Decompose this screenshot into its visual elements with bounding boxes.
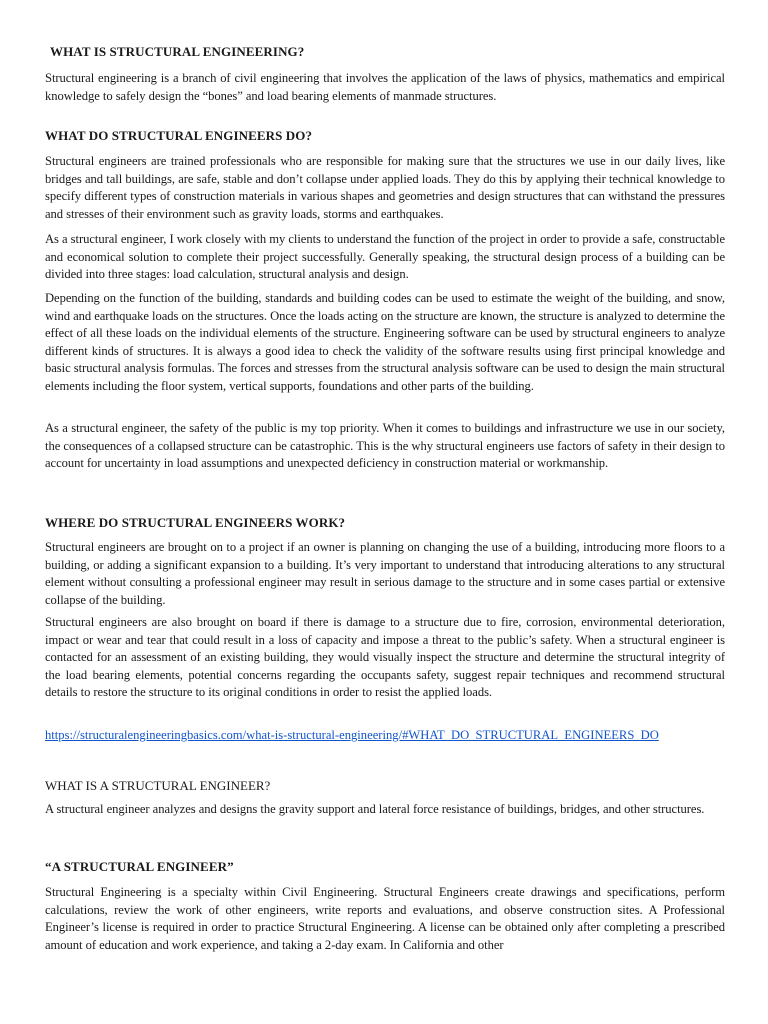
section-heading: “A STRUCTURAL ENGINEER” [45,859,234,874]
section-heading: WHAT IS A STRUCTURAL ENGINEER? [45,778,271,793]
paragraph: As a structural engineer, the safety of the public is my top priority. When it comes to buildings and infrastructure we use in our society, the consequences of a collapsed structure can be catastrophic. This is the why structural engineers use factors of safety in their design to account for uncertainty in load assumptions and unexpected deficiency in construction material or workmanship. [45,421,725,471]
section-what-do-structural-engineers-do [45,128,725,144]
section-body [45,801,725,819]
paragraph: Structural engineers are also brought on board if there is damage to a structure due to fire, corrosion, environmental deterioration, impact or wear and tear that could result in a loss of capacity and impose a threat to the public’s safety. When a structural engineer is contacted for an assessment of an existing building, they would visually inspect the structure and determine the structural integrity of the load bearing elements, potential concerns regarding the occupants safety, suggest repair techniques and recommend structural details to restore the structure to its original conditions in order to resist the applied loads. [45,615,725,700]
section-heading: WHAT IS STRUCTURAL ENGINEERING? [50,44,305,59]
section-body [45,290,725,396]
section-body [45,70,725,105]
section-body [45,614,725,702]
section-body [45,420,725,473]
section-where-do-structural-engineers-work [45,515,725,531]
paragraph: Structural engineering is a branch of civil engineering that involves the application of the laws of physics, mathematics and empirical knowledge to safely design the “bones” and load bearing elements of manmade structures. [45,71,725,103]
section-body [45,153,725,223]
section-body [45,231,725,284]
source-link-row [45,728,725,743]
paragraph: As a structural engineer, I work closely with my clients to understand the function of the project in order to provide a safe, constructable and economical solution to complete their project successfully. Generally speaking, the structural design process of a building can be divided into three stages: load calculation, structural analysis and design. [45,232,725,282]
section-heading: WHERE DO STRUCTURAL ENGINEERS WORK? [45,515,346,530]
section-what-is-structural-engineering [45,44,725,60]
section-heading: WHAT DO STRUCTURAL ENGINEERS DO? [45,128,313,143]
paragraph: A structural engineer analyzes and designs the gravity support and lateral force resistance of buildings, bridges, and other structures. [45,802,705,816]
section-what-is-a-structural-engineer [45,778,725,794]
section-body [45,884,725,954]
source-link[interactable]: https://structuralengineeringbasics.com/what-is-structural-engineering/#WHAT_DO_STRUCTURAL_ENGINEERS_DO [45,728,659,742]
paragraph: Structural Engineering is a specialty within Civil Engineering. Structural Engineers create drawings and specifications, perform calculations, review the work of other engineers, write reports and evaluations, and observe construction sites. A Professional Engineer’s license is required in order to practice Structural Engineering. A license can be obtained only after completing a prescribed amount of education and work experience, and taking a 2-day exam. In California and other [45,885,725,952]
paragraph: Structural engineers are brought on to a project if an owner is planning on changing the use of a building, introducing more floors to a building, or adding a significant expansion to a building. It’s very important to understand that introducing alterations to any structural element without consulting a professional engineer may result in serious damage to the structure and in some cases partial or extensive collapse of the building. [45,540,725,607]
paragraph: Structural engineers are trained professionals who are responsible for making sure that the structures we use in our daily lives, like bridges and tall buildings, are safe, stable and don’t collapse under applied loads. They do this by applying their technical knowledge to specify different types of construction materials in various shapes and geometries and design structures that can withstand the pressures and stresses of their environment such as gravity loads, storms and earthquakes. [45,154,725,221]
paragraph: Depending on the function of the building, standards and building codes can be used to estimate the weight of the building, and snow, wind and earthquake loads on the structures. Once the loads acting on the structure are known, the structure is analyzed to determine the effect of all these loads on the individual elements of the structure. Engineering software can be used by structural engineers to analyze different kinds of structures. It is always a good idea to check the validity of the software results using first principal knowledge and basic structural analysis formulas. The forces and stresses from the structural analysis software can be used to design the main structural elements including the floor system, vertical supports, foundations and other parts of the building. [45,291,725,393]
section-body [45,539,725,609]
section-a-structural-engineer [45,859,725,875]
